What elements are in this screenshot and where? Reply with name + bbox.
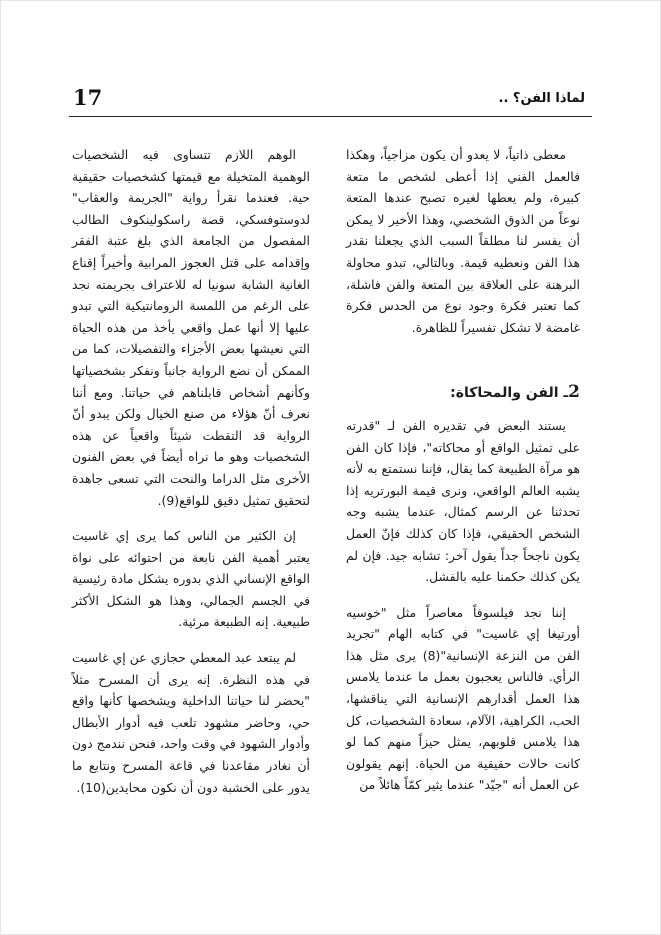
section-heading (346, 382, 580, 405)
right-column (346, 144, 580, 796)
paragraph: إن الكثير من الناس كما يرى إي غاسيت يعتبر أهمية الفن نابعة من احتوائه على نواة الواقع الإنساني الذي بدوره يشكل مادة رئيسية في الجسم الجمالي، وهذا هو الشكل الأكثر طبيعية. إنه الطبيعة مرئية. (72, 528, 310, 630)
running-title: لماذا الفن؟ .. (498, 91, 585, 106)
section-title: ـ الفن والمحاكاة: (450, 385, 569, 402)
header-rule (69, 116, 592, 117)
paragraph: يستند البعض في تقديره الفن لـ "قدرته على تمثيل الواقع أو محاكاته"، فإذا كان الفن هو مرآة الطبيعة كما يقال، فإننا نستمتع به لأنه يشبه العالم الواقعي، ونرى قيمة البورتريه إذا تحدثنا عن الرسم كمثال، عندما يشبه وجه الشخص الحقيقي، فإذا كان كذلك فإنّ العمل يكون ناجحاً جداً يقول آخر: تشابه جيد. فإن لم يكن كذلك حكمنا عليه بالفشل. (346, 417, 580, 585)
page-number: 17 (73, 85, 103, 110)
left-column (72, 144, 310, 798)
section-number: 2 (568, 382, 580, 403)
paragraph: الوهم اللازم تتساوى فيه الشخصيات الوهمية المتخيلة مع قيمتها كشخصيات حقيقية حية. فعندما نقرأ رواية "الجريمة والعقاب" لدوستوفسكي، قصة راسكولينكوف الطالب المفصول من الجامعة الذي بلغ عتبة الفقر وإقدامه على قتل العجوز المرابية وأخيراً إقناع الغانية الشابة سونيا له للاعتراف بجريمته نجد على الرغم من اللمسة الرومانتيكية التي تبدو عليها إلا أنها عمل واقعي يأخذ من هذه الحياة التي نعيشها بعض الأجزاء والتفصيلات، كما من الممكن أن نضع الرواية جانباً ونفكر بشخصياتها وكأنهم أشخاص قابلناهم في حياتنا. ومع أننا نعرف أنّ هؤلاء من صنع الخيال ولكن يبدو أنّ الرواية قد التقطت شيئاً واقعياً عن هذه الشخصيات وهو ما نراه أيضاً في بعض الفنون الأخرى مثل الدراما والنحت التي تسعى جاهدة لتحقيق تمثيل دقيق للواقع(9). (72, 147, 310, 508)
paragraph: معطى ذاتياً، لا يعدو أن يكون مزاجياً، وهكذا فالعمل الفني إذا أعطى لشخص ما متعة كبيرة، ولم يعطها لغيره تصبح عندها المتعة نوعاً من الذوق الشخصي، وهذا الأخير لا يمكن أن يفسر لنا مطلقاً السبب الذي يجعلنا نقدر هذا الفن ونعطيه قيمة. وبالتالي، تبدو محاولة البرهنة على العلاقة بين المتعة والفن فاشلة، كما تعتبر فكرة وجود نوع من الحدس فكرة غامضة لا تشكل تفسيراً للظاهرة. (346, 147, 580, 335)
paragraph: لم يبتعد عبد المعطي حجازي عن إي غاسيت في هذه النظرة. إنه يرى أن المسرح مثلاً "يحضر لنا حياتنا الداخلية ويشخصها كأنها واقع حي، وحاضر مشهود تلعب فيه أدوار الأبطال وأدوار الشهود في وقت واحد، فنحن نندمج دون أن نغادر مقاعدنا في قاعة المسرح ونتابع ما يدور على الخشبة دون أن نكون محايدين(10). (72, 650, 310, 795)
paragraph: إننا نجد فيلسوفاً معاصراً مثل "خوسيه أورتيغا إي غاسيت" في كتابه الهام "تجريد الفن من النزعة الإنسانية"(8) يرى مثل هذا الرأي. فالناس يعجبون بعمل ما عندما يلامس هذا العمل أقدارهم الإنسانية التي يناقشها، الحب، الكراهية، الآلام، سعادة الشخصيات، كل هذا يلامس قلوبهم، يمثل حيزاً منهم كما لو كانت حالات حقيقية من الحياة. إنهم يقولون عن العمل أنه "جيّد" عندما يثير كمّاً هائلاً من (346, 604, 580, 793)
